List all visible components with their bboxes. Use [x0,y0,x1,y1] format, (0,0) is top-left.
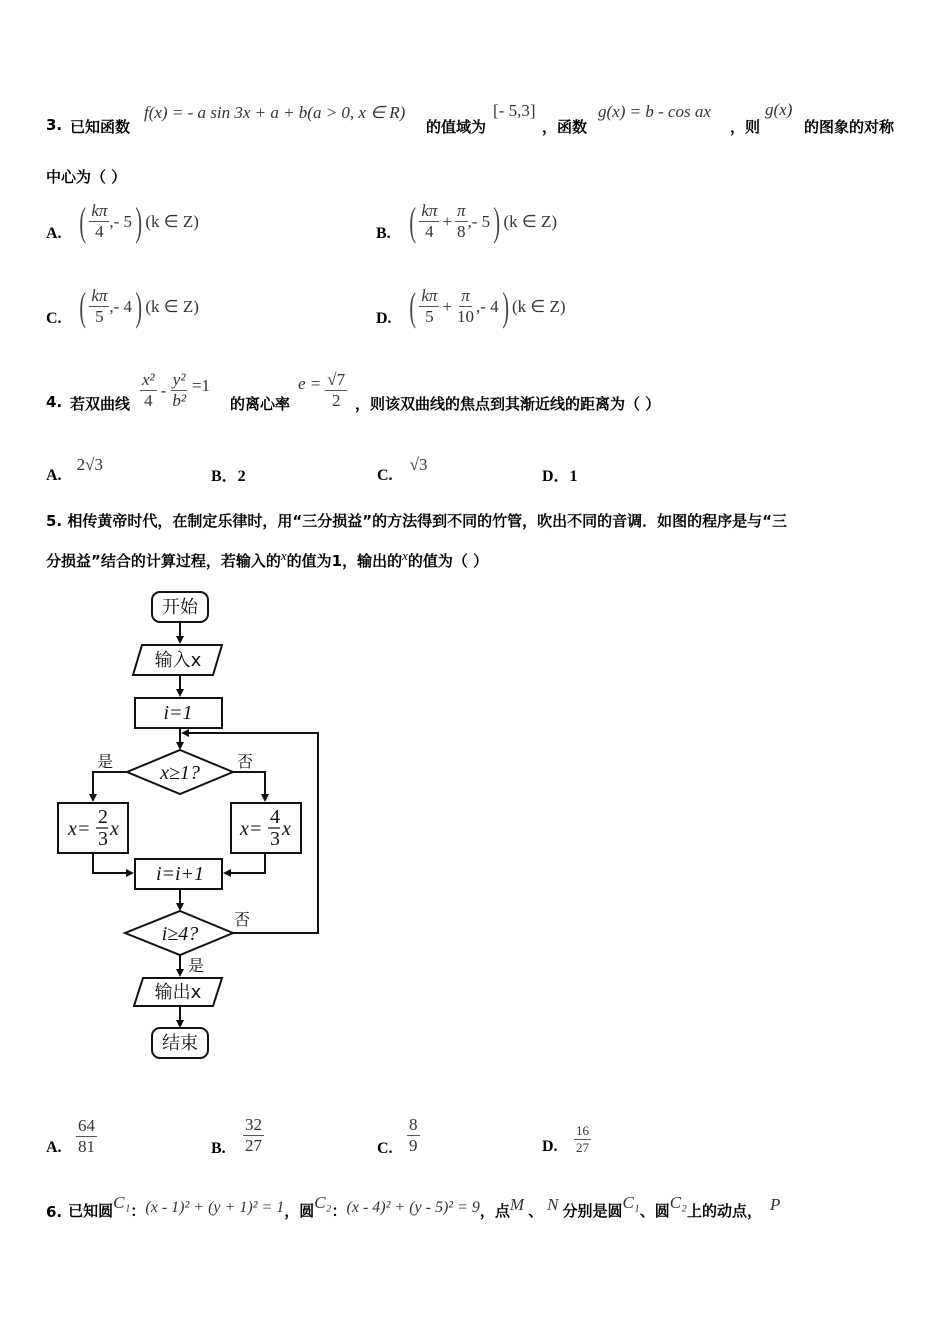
q3-func-g: g(x) = b - cos ax [598,102,711,121]
question-6: 6. 已知圆 C₁ ： (x - 1)² + (y + 1)² = 1 ，圆 C₂ ： (x - 4)² + (y - 5)² = 9 ，点 M 、 N 分别是圆 C₁ 、圆 C₂ 上的动点， P [46,1193,781,1221]
q3-option-a[interactable]: A. ( $\frac{k\pi}{4}$ ,- 5 ) (k ∈ Z) [46,199,199,244]
flowchart-yes-label-2: 是 [188,956,205,975]
flowchart-init-label: i=1 [163,702,193,724]
flowchart-input-label: 输入x [154,650,202,671]
q4-option-d[interactable]: D．1 [542,468,578,485]
svg-text:4: 4 [270,806,280,828]
flowchart-no-label-2: 否 [234,910,251,929]
q3-suffix1: 的图象的对称 [804,118,895,136]
q4-option-c[interactable]: C. √3 [377,455,428,484]
flowchart-end-label: 结束 [162,1033,198,1054]
flowchart-incr-label: i=i+1 [155,863,205,885]
q3-number: 3. [46,116,63,134]
q4-prefix: 若双曲线 [70,395,131,413]
svg-text:x: x [282,818,291,840]
flowchart-start-label: 开始 [162,597,198,618]
flowchart-output-label: 输出x [154,982,202,1003]
svg-text:x: x [110,818,119,840]
q5-line1: 5. 相传黄帝时代，在制定乐律时，用“三分损益”的方法得到不同的竹管，吹出不同的音调．如图的程序是与“三 [46,512,787,530]
svg-text:3: 3 [270,828,280,850]
q3-prefix: 已知函数 [70,118,131,136]
q3-mid2: ，函数 [542,118,588,136]
svg-text:2: 2 [98,806,108,828]
q5-option-c[interactable]: C. $\frac{8}{9}$ [377,1114,418,1157]
q4-option-b[interactable]: B．2 [211,468,246,485]
flowchart-no-label-1: 否 [237,752,254,771]
q3-mid1: 的值域为 [426,118,487,136]
svg-text:x=: x= [68,818,91,840]
flowchart-yes-label-1: 是 [97,752,114,771]
svg-text:3: 3 [98,828,108,850]
flowchart [50,585,340,1065]
q3-option-b[interactable]: B. ( $\frac{k\pi}{4}$ + $\frac{\pi}{8}$ ,- 5 ) (k ∈ Z) [376,199,558,244]
q3-option-d[interactable]: D. ( $\frac{k\pi}{5}$ + $\frac{\pi}{10}$ ,- 4 ) (k ∈ Z) [376,284,566,329]
q4-eccentricity: e = $\frac{√7}{2}$ [298,370,346,410]
q5-option-d[interactable]: D. $\frac{16}{27}$ [542,1122,589,1155]
q3-g: g(x) [765,100,793,119]
q4-mid: 的离心率 [230,395,291,413]
q3-range: [- 5,3] [493,101,536,120]
q3-suffix2: 中心为（ ） [46,168,127,186]
q3-func-f: f(x) = - a sin 3x + a + b(a > 0, x ∈ R) [144,103,406,122]
svg-text:x=: x= [240,818,263,840]
q4-suffix: ，则该双曲线的焦点到其渐近线的距离为（ ） [355,395,661,413]
fraction: $\frac{k\pi}{4}$ [91,201,108,241]
q4-hyperbola-equation: $\frac{\text{x²}}{4}$ - $\frac{\text{y²}}{\text{b²}}$ =1 [142,370,211,410]
q3-option-c[interactable]: C. ( $\frac{k\pi}{5}$ ,- 4 ) (k ∈ Z) [46,284,199,329]
q4-number: 4. [46,393,63,411]
q5-option-a[interactable]: A. $\frac{64}{81}$ [46,1115,95,1156]
q5-option-b[interactable]: B. $\frac{32}{27}$ [211,1114,262,1157]
flowchart-cond2-label: i≥4? [161,923,199,945]
q4-option-a[interactable]: A. 2√3 [46,455,103,484]
left-paren: ( [79,199,86,244]
flowchart-cond1-label: x≥1? [160,762,200,784]
q5-line2: 分损益”结合的计算过程，若输入的$^x$的值为1，输出的$^x$的值为（ ） [46,548,489,570]
q3-mid3: ，则 [730,118,761,136]
